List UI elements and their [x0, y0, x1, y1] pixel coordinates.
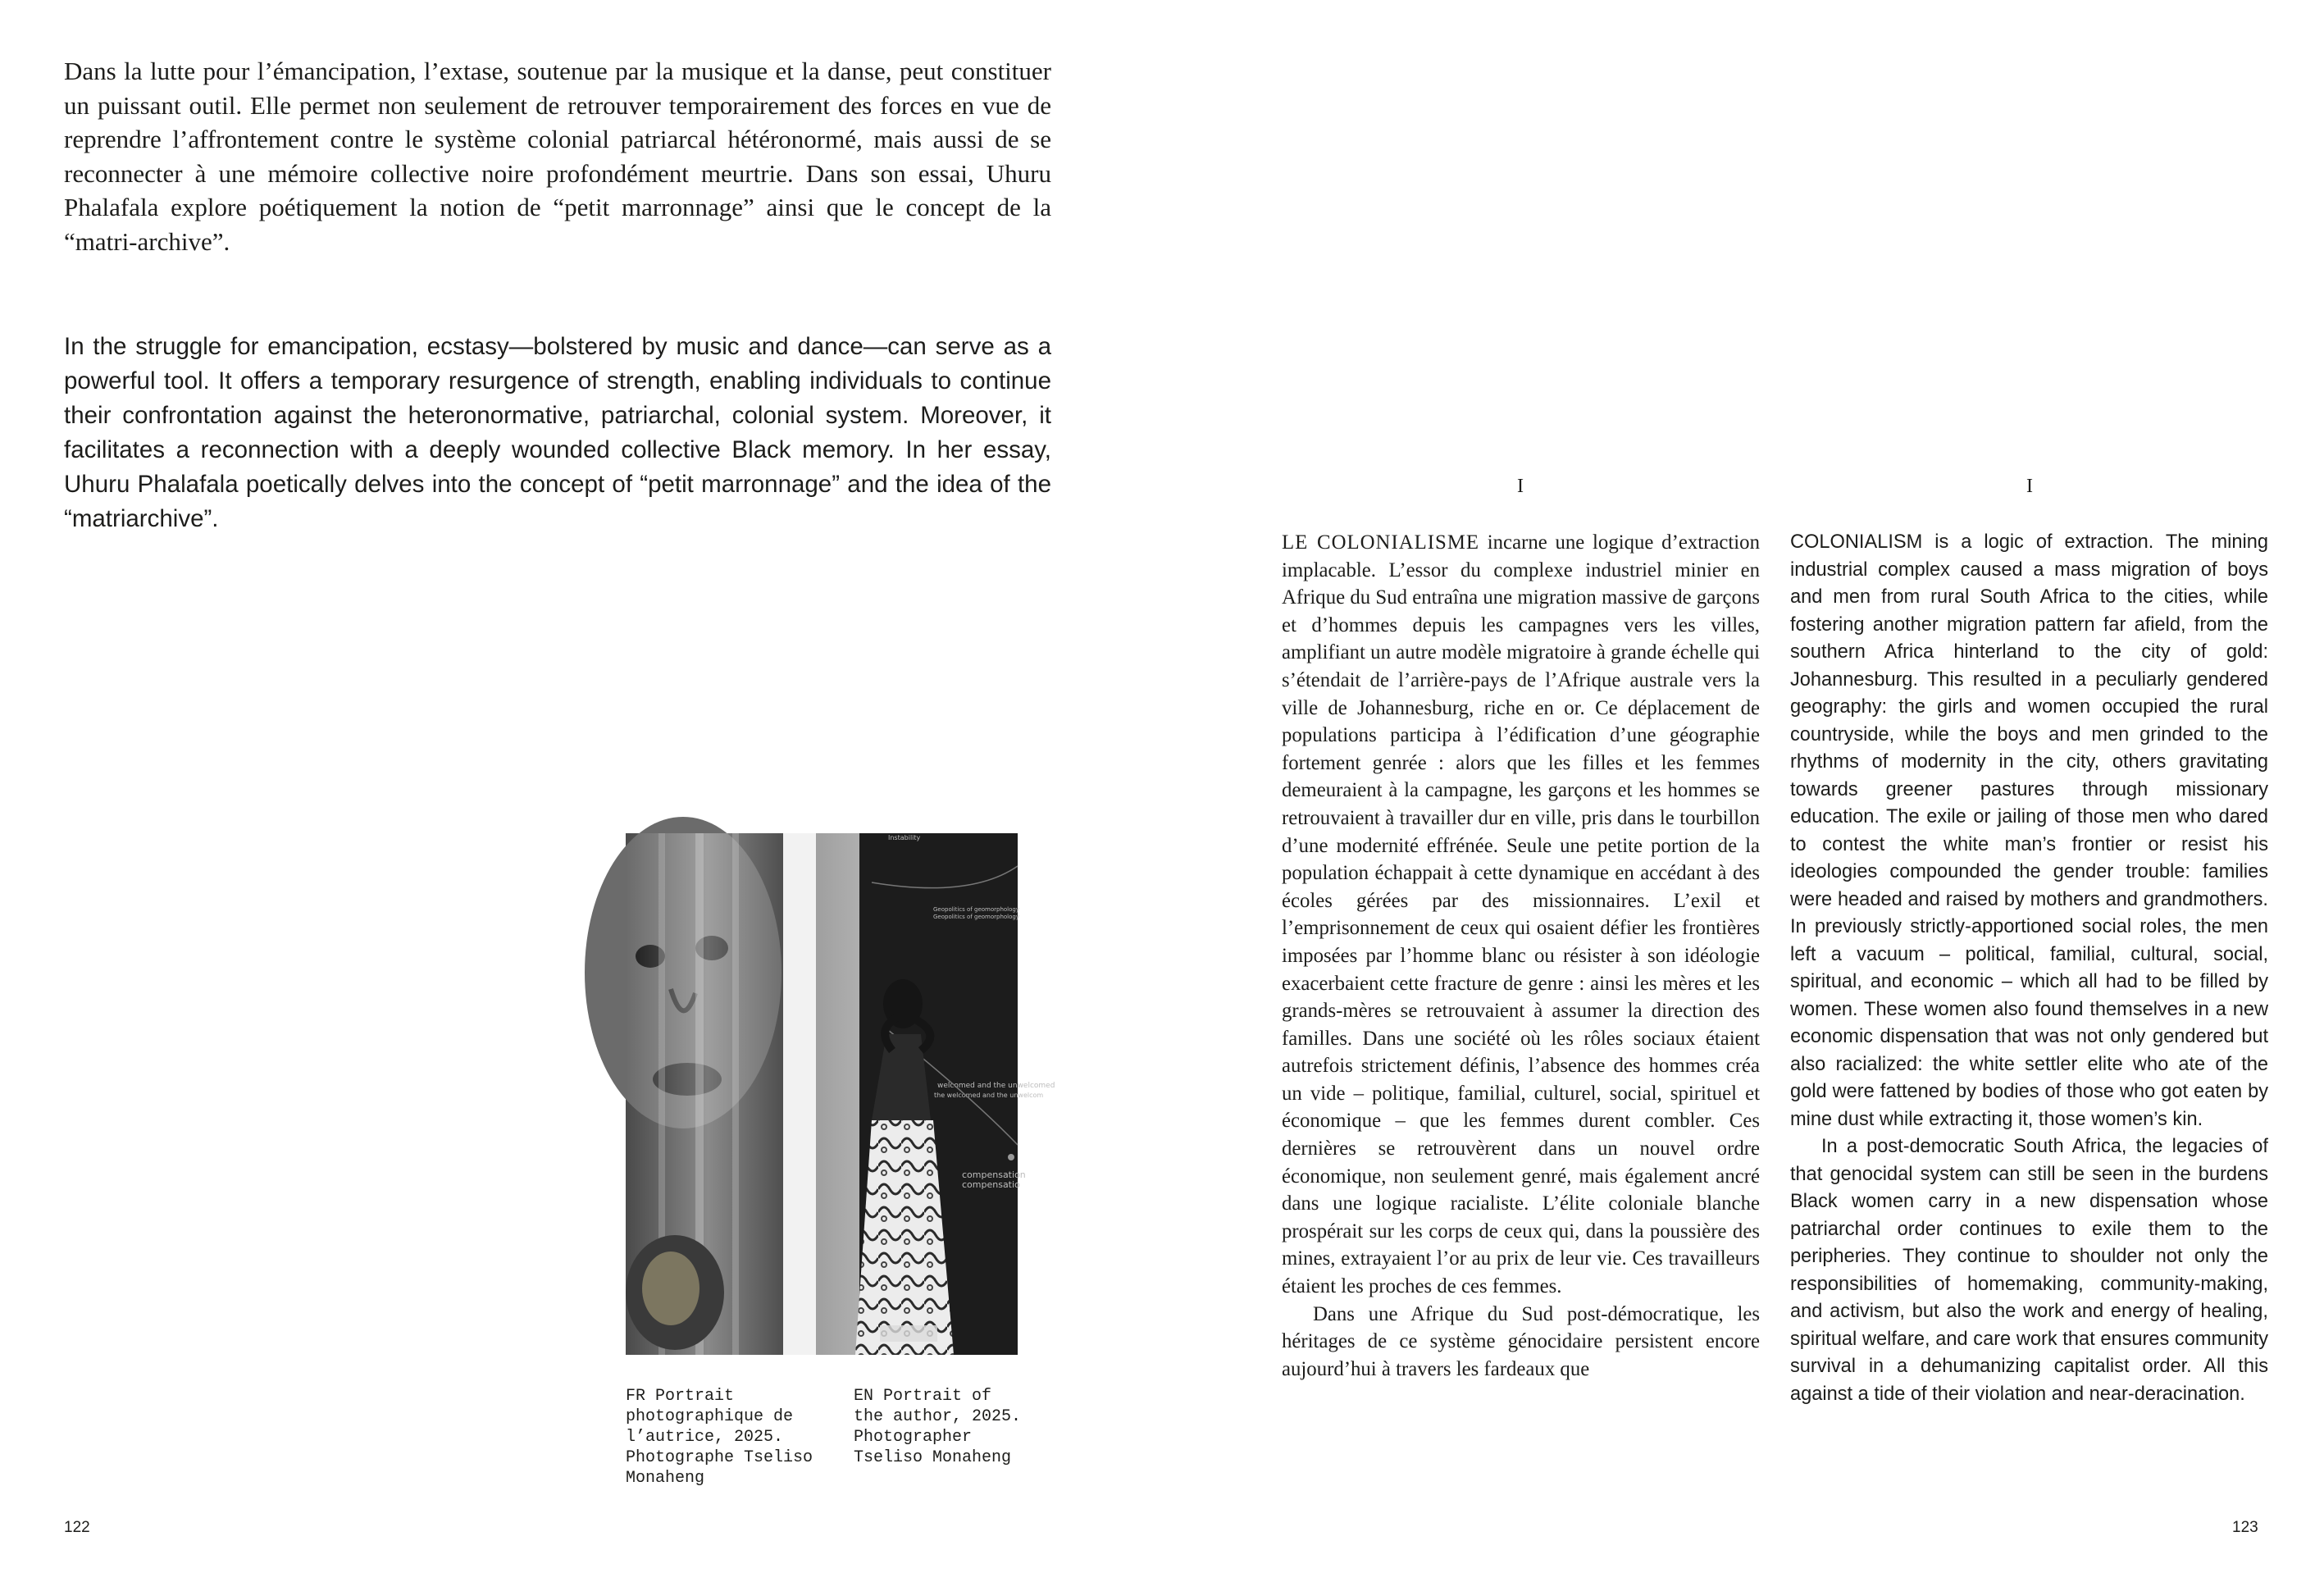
photo-text-5: the welcomed and the unwelcom	[934, 1092, 1044, 1099]
photo-caption-english: EN Portrait of the author, 2025. Photographer Tseliso Monaheng	[854, 1387, 1022, 1467]
essay-paragraph-en-2: In a post-democratic South Africa, the legacies of that genocidal system can still be seen in the burdens Black women carry in a new dispensation whose patriarchal order continues to exile them to the peripheries. They continue to shoulder not only the responsibilities of homemaking, community-making, and activism, but also the work and energy of healing, spiritual welfare, and care work that ensures community survival in a dehumanizing capitalist order. All this against a tide of their violation and near-deracination.	[1790, 1136, 2268, 1405]
essay-paragraph-fr-1	[1282, 529, 1760, 1301]
portrait-illustration	[626, 833, 1055, 1355]
section-number-french: I	[1517, 476, 1524, 497]
essay-column-french	[1282, 529, 1760, 1383]
intro-english: In the struggle for emancipation, ecstasy—bolstered by music and dance—can serve as a powerful tool. It offers a temporary resurgence of strength, enabling individuals to continue their confrontation against the heteronormative, patriarchal, colonial system. Moreover, it facilitates a reconnection with a deeply wounded collective Black memory. In her essay, Uhuru Phalafala poetically delves into the concept of “petit marronnage” and the idea of the “matriarchive”.	[64, 333, 1051, 532]
photo-text-1: Instability	[888, 834, 921, 841]
photo-text-7: compensatio	[962, 1179, 1020, 1190]
essay-paragraph-en-1: COLONIALISM is a logic of extraction. The mining industrial complex caused a mass migration of boys and men from rural South Africa to the cities, while fostering another migration pattern far afield, from the southern Africa hinterland to the city of gold: Johannesburg. This resulted in a peculiarly gendered geography: the girls and women occupied the rural countryside, while the boys and men grinded to the rhythms of modernity in the city, others gravitating towards greener pastures through missionary education. The exile or jailing of those men who dared to contest the white man’s frontier or resist his ideologies compounded the gender trouble: families were headed and raised by mothers and grandmothers. In previously strictly-apportioned social roles, the men left a vacuum – political, familial, cultural, social, spiritual, and economic – which all had to be filled by women. These women also found themselves in a new economic dispensation that was not only gendered but also racialized: the white settler elite who ate of the gold were fattened by bodies of those who got eaten by mine dust while extracting it, those women’s kin.	[1790, 531, 2268, 1130]
essay-column-english	[1790, 529, 2268, 1408]
photo-caption-french: FR Portrait photographique de l’autrice, 2025. Photographe Tseliso Monaheng	[626, 1387, 813, 1488]
essay-lead-in-fr: LE COLONIALISME	[1282, 531, 1480, 554]
page-number-left: 122	[64, 1519, 90, 1536]
photo-text-6: compensation	[962, 1169, 1026, 1180]
section-number-english: I	[2026, 476, 2033, 497]
essay-paragraph-fr-2: Dans une Afrique du Sud post-démocratique, les héritages de ce système génocidaire persistent encore aujourd’hui à travers les fardeaux que	[1282, 1302, 1760, 1380]
essay-paragraph-fr-1-text: incarne une logique d’extraction implacable. L’essor du complexe industriel minier en Afrique du Sud entraîna une migration massive de garçons et d’hommes depuis les campagnes vers les villes, amplifiant un autre modèle migratoire à grande échelle qui s’étendait de l’arrière-pays de l’Afrique australe vers la ville de Johannesburg, riche en or. Ce déplacement de populations participa à l’édification d’une géographie fortement genrée : alors que les filles et les femmes demeuraient à la campagne, les garçons et les hommes se retrouvaient à travailler dur en ville, pris dans le tourbillon d’une modernité effrénée. Seule une petite portion de la population échappait à cette dynamique en accédant à des écoles gérées par des missionnaires. L’exil et l’emprisonnement de ceux qui osaient défier les frontières imposées par l’homme blanc ou résister à son idéologie exacerbaient cette fracture de genre : ainsi les mères et les grands-mères se retrouvaient à assumer la direction des familles. Dans une société où les rôles sociaux étaient autrefois strictement définis, l’absence des hommes créa un vide – politique, familial, culturel, social, spirituel et économique – que les femmes durent combler. Ces dernières se retrouvèrent dans un nouvel ordre économique, non seulement genré, mais également ancré dans une logique racialiste. L’élite coloniale blanche prospérait sur les corps de ceux qui, dans la poussière des mines, extrayaient l’or au prix de leur vie. Ces travailleurs étaient les proches de ces femmes.	[1282, 531, 1760, 1298]
photo-text-2: Geopolitics of geomorphology	[933, 906, 1019, 913]
page-number-right: 123	[2232, 1519, 2258, 1536]
author-portrait-photo	[626, 833, 1055, 1355]
photo-text-4: welcomed and the unwelcomed	[937, 1082, 1055, 1090]
intro-french: Dans la lutte pour l’émancipation, l’extase, soutenue par la musique et la danse, peut constituer un puissant outil. Elle permet non seulement de retrouver temporairement des forces en vue de reprendre l’affrontement contre le système colonial patriarcal hétéronormé, mais aussi de se reconnecter à une mémoire collective noire profondément meurtrie. Dans son essai, Uhuru Phalafala explore poétiquement la notion de “petit marronnage” ainsi que le concept de la “matri-archive”.	[64, 57, 1051, 256]
photo-text-3: Geopolitics of geomorphology	[933, 914, 1019, 920]
